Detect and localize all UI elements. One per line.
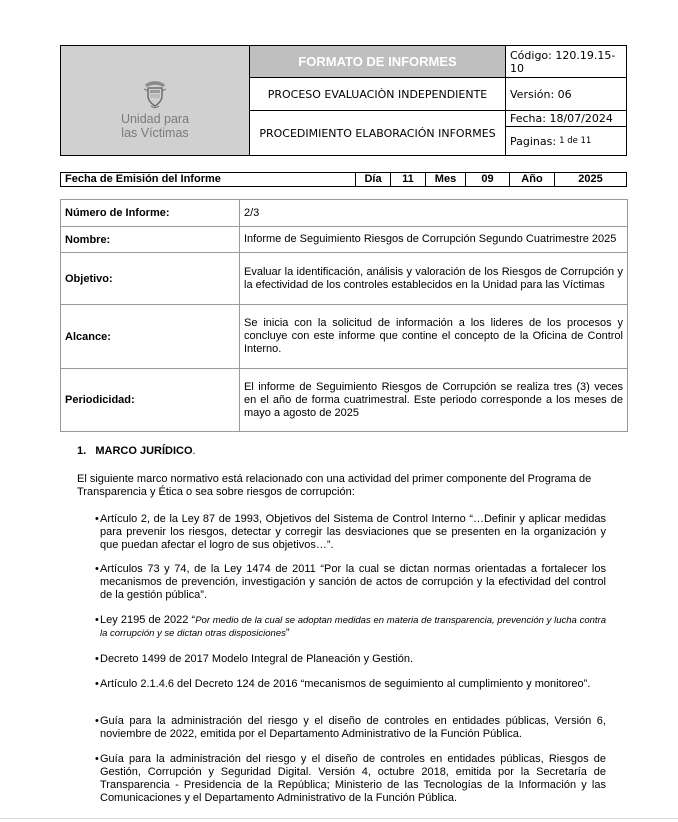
document-version: Versión: 06: [506, 78, 626, 111]
period-label: Periodicidad:: [61, 369, 240, 432]
document-code: Código: 120.19.15-10: [506, 46, 626, 78]
table-row: [61, 227, 628, 253]
list-item: • Artículo 2.1.4.6 del Decreto 124 de 2016 “mecanismos de seguimiento al cumplimiento y monitoreo”.: [100, 678, 606, 691]
objective-label: Objetivo:: [61, 253, 240, 305]
scope-label: Alcance:: [61, 305, 240, 369]
objective-value: Evaluar la identificación, análisis y valoración de los Riesgos de Corrupción y la efectividad de los controles establecidos en la Unidad para las Víctimas: [240, 253, 628, 305]
list-item: • Artículo 2, de la Ley 87 de 1993, Objetivos del Sistema de Control Interno “…Definir y aplicar medidas para prevenir los riesgos, detectar y corregir las desviaciones que se presenten en la organización y que puedan afectar el logro de sus objetivos…”.: [100, 513, 606, 552]
format-title: FORMATO DE INFORMES: [250, 46, 505, 78]
section-heading: 1. MARCO JURÍDICO.: [77, 445, 196, 457]
law-2195-close: ”: [285, 627, 290, 639]
scope-value: Se inicia con la solicitud de información a los lideres de los procesos y concluye con este informe que contine el concepto de la Oficina de Control Interno.: [240, 305, 628, 369]
law-2195-label: Ley 2195 de 2022 “: [100, 614, 196, 626]
list-item: • Decreto 1499 de 2017 Modelo Integral de Planeación y Gestión.: [100, 653, 606, 666]
law-2195-quote: Por medio de la cual se adoptan medidas en materia de transparencia, prevención y lucha contra la corrupción y se dictan otras disposiciones: [100, 615, 606, 639]
day-label: Día: [355, 173, 390, 186]
coat-of-arms-icon: [141, 79, 169, 109]
emission-date-row: [60, 172, 627, 187]
list-item: [100, 614, 606, 640]
logo-text-line2: las Víctimas: [121, 126, 189, 140]
section-number: 1.: [77, 445, 87, 457]
document-date: Fecha: 18/07/2024: [506, 111, 626, 127]
list-item: • Guía para la administración del riesgo y el diseño de controles en entidades públicas, Versión 6, noviembre de 2022, emitida por el Departamento Administrativo de la Función Pública.: [100, 715, 606, 741]
list-item: • Artículos 73 y 74, de la Ley 1474 de 2011 “Por la cual se dictan normas orientadas a fortalecer los mecanismos de prevención, investigación y sanción de actos de corrupción y la efectividad del control de la gestión pública”.: [100, 563, 606, 602]
list-item: • Guía para la administración del riesgo y el diseño de controles en entidades públicas, Riesgos de Gestión, Corrupción y Seguridad Digital. Versión 4, octubre 2018, emitida por la Secretaría de Transparencia - Presidencia de la República; Ministerio de las Tecnologías de la Información y las Comunicaciones y el Departamento Administrativo de la Función Pública.: [100, 753, 606, 805]
section-title: MARCO JURÍDICO: [95, 445, 193, 457]
logo-text-line1: Unidad para: [120, 112, 190, 126]
number-label: Número de Informe:: [61, 200, 240, 227]
pages-value: 1 de 11: [559, 136, 592, 146]
number-value: 2/3: [240, 200, 628, 227]
month-label: Mes: [425, 173, 465, 186]
table-row: [61, 305, 628, 369]
page-count: [506, 127, 626, 155]
table-row: [61, 200, 628, 227]
year-value: 2025: [554, 173, 626, 186]
page-bottom-edge: [0, 818, 678, 819]
month-value: 09: [465, 173, 509, 186]
report-info-table: [60, 199, 628, 432]
table-row: [61, 253, 628, 305]
day-value: 11: [390, 173, 425, 186]
emission-label: Fecha de Emisión del Informe: [65, 173, 221, 185]
process-name: PROCESO EVALUACIÒN INDEPENDIENTE: [250, 78, 505, 111]
period-value: El informe de Seguimiento Riesgos de Corrupción se realiza tres (3) veces en el año de forma cuatrimestral. Este periodo corresponde a los meses de mayo a agosto de 2025: [240, 369, 628, 432]
pages-label: Paginas:: [510, 134, 557, 148]
procedure-name: PROCEDIMIENTO ELABORACIÓN INFORMES: [259, 126, 496, 140]
name-value: Informe de Seguimiento Riesgos de Corrupción Segundo Cuatrimestre 2025: [240, 227, 628, 253]
table-row: [61, 369, 628, 432]
entity-logo: [61, 46, 250, 155]
section-intro: El siguiente marco normativo está relacionado con una actividad del primer componente del Programa de Transparencia y Ética o sea sobre riesgos de corrupción:: [77, 473, 592, 498]
name-label: Nombre:: [61, 227, 240, 253]
year-label: Año: [509, 173, 554, 186]
document-header: [60, 45, 627, 156]
